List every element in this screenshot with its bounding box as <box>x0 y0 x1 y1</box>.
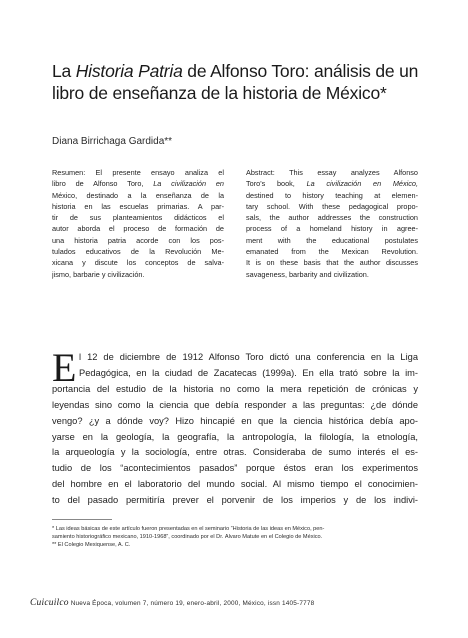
book-title-italic: La civilización en México, <box>306 179 418 189</box>
title-line-1 <box>52 60 432 82</box>
journal-logo: Cuicuilco <box>30 598 69 608</box>
abstract-line <box>52 178 224 189</box>
abstract-line: savageness, barbarity and civilization. <box>246 269 369 279</box>
abstract-line: jismo, barbarie y civilización. <box>52 269 145 279</box>
body-line: to del pasado permitiría prever el porvenir de los imperios y de los indivi- <box>52 495 418 506</box>
abstract-line: It is on these basis that the author discusses <box>246 258 418 268</box>
title-line-2: libro de enseñanza de la historia de México* <box>52 83 387 103</box>
abstract-spanish <box>52 167 224 280</box>
body-line: tudio de los “acontecimientos pasados” porque éstos eran los experimentos <box>52 463 418 474</box>
abstract-line: autor aborda el proceso de formación de <box>52 224 224 234</box>
body-line: leyendas sino como la ciencia que debía responder a las preguntas: ¿de dónde <box>52 399 418 410</box>
footnote-line: samiento historiográfico mexicano, 1910-1968”, coordinado por el Dr. Álvaro Matute en el Colegio de México. <box>52 533 323 540</box>
abstract-line: xicana y discute los conceptos de salva- <box>52 258 224 268</box>
abstract-line: sals, the author addresses the construction <box>246 213 418 223</box>
footnote-line: * Las ideas básicas de este artículo fueron presentadas en el seminario “Historia de las ideas en México, pen- <box>52 526 325 532</box>
abstract-text: libro de Alfonso Toro, <box>52 179 144 189</box>
abstract-line: process of a homeland history in agree- <box>246 224 418 234</box>
abstract-line: México, destinado a la enseñanza de la <box>52 190 224 200</box>
abstract-line: emanated from the Mexican Revolution. <box>246 247 418 257</box>
title-text: de Alfonso Toro: análisis de un <box>182 61 419 81</box>
abstract-line <box>246 178 418 189</box>
body-text <box>52 345 418 509</box>
drop-cap: E <box>52 345 77 390</box>
abstract-line: historia en las escuelas primarias. A par- <box>52 201 224 211</box>
abstract-line: tir de sus planteamientos didácticos el <box>52 213 224 223</box>
footnote-divider <box>52 519 112 520</box>
footnotes <box>52 526 418 549</box>
body-line: portancia del estudio de la historia no como la mera repetición de crónicas y <box>52 383 418 394</box>
abstract-line: tary school. With these pedagogical propo- <box>246 201 418 211</box>
abstract-line: una historia patria acorde con los pos- <box>52 235 224 245</box>
abstract-line: Abstract: This essay analyzes Alfonso <box>246 168 418 177</box>
abstract-english <box>246 167 418 280</box>
abstract-line: ment with the educational postulates <box>246 235 418 245</box>
title-italic: Historia Patria <box>75 61 183 81</box>
abstract-text: Toro's book, <box>246 179 295 189</box>
body-line: del hombre en el laboratorio del mundo social. Al mismo tiempo el conocimien- <box>52 479 418 490</box>
body-line: Pedagógica, en la ciudad de Zacatecas (1999a). En ella trató sobre la im- <box>79 367 418 378</box>
abstract-line: destined to history teaching at elemen- <box>246 190 418 200</box>
abstract-line: tulados educativos de la Revolución Me- <box>52 247 224 257</box>
body-line: l 12 de diciembre de 1912 Alfonso Toro dictó una conferencia en la Liga <box>79 352 418 362</box>
footnote-line: ** El Colegio Mexiquense, A. C. <box>52 541 131 548</box>
author-name: Diana Birrichaga Gardida** <box>52 136 173 147</box>
book-title-italic: La civilización en <box>153 179 224 189</box>
body-line: vengo? ¿y a dónde voy? Hizo hincapié en que la ciencia histórica debía apo- <box>52 415 418 426</box>
journal-footer <box>30 598 314 608</box>
title-text: La <box>52 61 76 81</box>
journal-citation: Nueva Época, volumen 7, número 19, enero-abril, 2000, México, issn 1405-7778 <box>70 600 315 607</box>
abstract-line: Resumen: El presente ensayo analiza el <box>52 168 224 177</box>
article-title <box>52 60 432 104</box>
body-line: yarse en la geología, la geografía, la antropología, la filología, la etnología, <box>52 431 418 442</box>
body-line: la arqueología y la sociología, entre otras. Consideraba de sumo interés el es- <box>52 447 418 458</box>
